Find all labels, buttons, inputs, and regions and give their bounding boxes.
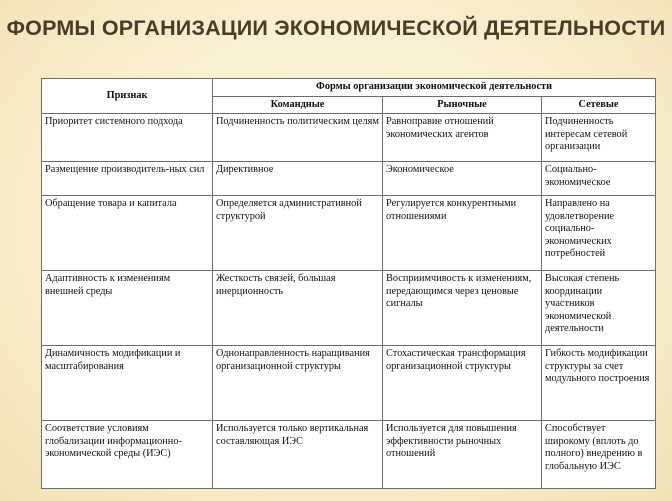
cell-market: Используется для повышения эффективности рыночных отношений <box>383 421 542 489</box>
table-row <box>42 196 656 271</box>
cell-command: Жесткость связей, большая инерционность <box>213 271 383 346</box>
cell-feature: Адаптивность к изменениям внешней среды <box>42 271 213 346</box>
header-market: Рыночные <box>383 97 542 114</box>
cell-feature: Приоритет системного подхода <box>42 114 213 162</box>
cell-market: Стохастическая трансформация организационной структуры <box>383 346 542 421</box>
cell-command: Однонаправленность наращивания организационной структуры <box>213 346 383 421</box>
cell-market: Восприимчивость к изменениям, передающимся через ценовые сигналы <box>383 271 542 346</box>
table-row <box>42 346 656 421</box>
cell-market: Экономическое <box>383 162 542 196</box>
header-command: Командные <box>213 97 383 114</box>
cell-market: Регулируется конкурентными отношениями <box>383 196 542 271</box>
table-row <box>42 114 656 162</box>
cell-feature: Динамичность модификации и масштабирования <box>42 346 213 421</box>
cell-feature: Обращение товара и капитала <box>42 196 213 271</box>
header-feature: Признак <box>42 79 213 114</box>
cell-market: Равноправие отношений экономических агентов <box>383 114 542 162</box>
table-row <box>42 271 656 346</box>
page-title: ФОРМЫ ОРГАНИЗАЦИИ ЭКОНОМИЧЕСКОЙ ДЕЯТЕЛЬНОСТИ <box>6 16 666 40</box>
cell-network: Способствует широкому (вплоть до полного) внедрению в глобальную ИЭС <box>542 421 656 489</box>
cell-network: Социально-экономическое <box>542 162 656 196</box>
cell-command: Подчиненность политическим целям <box>213 114 383 162</box>
cell-network: Высокая степень координации участников экономической деятельности <box>542 271 656 346</box>
header-group: Формы организации экономической деятельности <box>213 79 656 97</box>
table-row <box>42 162 656 196</box>
comparison-table <box>41 78 656 489</box>
cell-feature: Размещение производитель-ных сил <box>42 162 213 196</box>
header-network: Сетевые <box>542 97 656 114</box>
cell-network: Направлено на удовлетворение социально-экономических потребностей <box>542 196 656 271</box>
cell-command: Используется только вертикальная составляющая ИЭС <box>213 421 383 489</box>
cell-feature: Соответствие условиям глобализации информационно-экономической среды (ИЭС) <box>42 421 213 489</box>
table-row <box>42 421 656 489</box>
cell-command: Определяется административной структурой <box>213 196 383 271</box>
cell-network: Гибкость модификации структуры за счет модульного построения <box>542 346 656 421</box>
table-header-row <box>42 79 656 97</box>
cell-network: Подчиненность интересам сетевой организации <box>542 114 656 162</box>
cell-command: Директивное <box>213 162 383 196</box>
